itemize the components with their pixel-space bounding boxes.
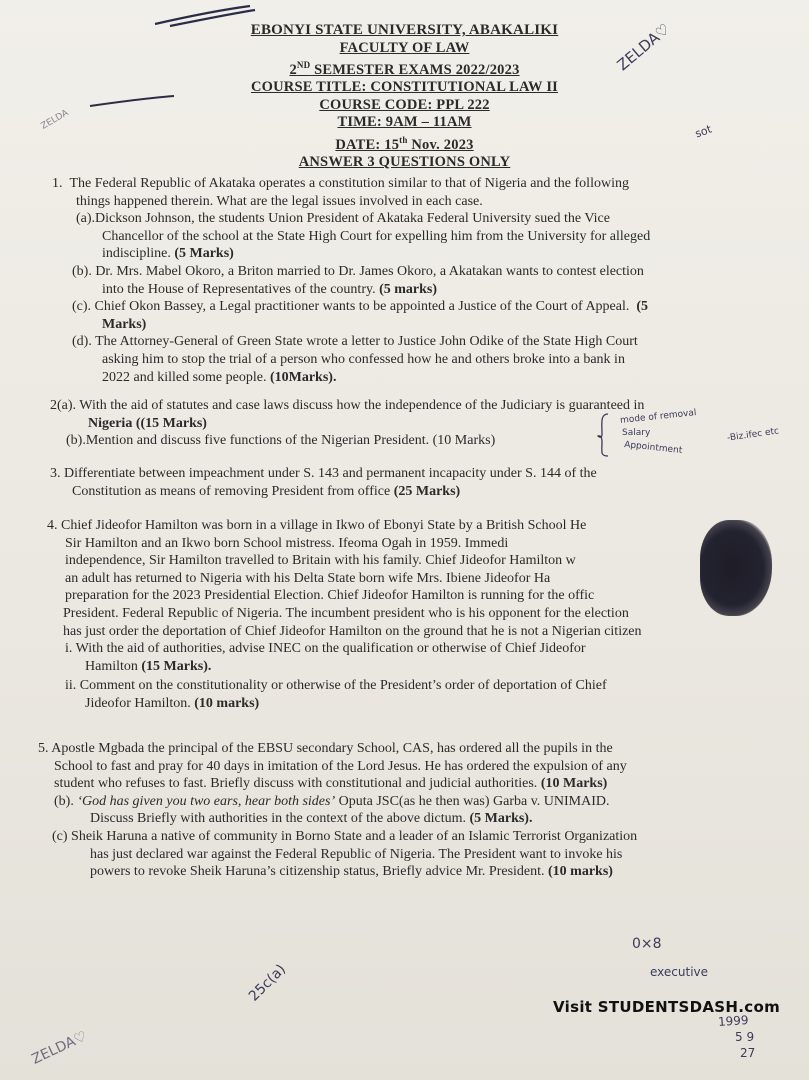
question-4-i-marks: (15 Marks). — [141, 658, 212, 674]
question-1-intro: The Federal Republic of Akataka operates a constitution similar to that of Nigeria and the following — [69, 176, 629, 191]
question-3 — [50, 465, 770, 500]
question-4-l4: an adult has returned to Nigeria with his Delta State born wife Mrs. Ibiene Jideofor Ha — [65, 570, 551, 586]
question-4 — [47, 517, 772, 713]
question-5b-cont: Discuss Briefly with authorities in the context of the above dictum. — [90, 811, 466, 827]
exam-header — [0, 19, 809, 172]
university-name: EBONYI STATE UNIVERSITY, ABAKALIKI — [250, 22, 559, 38]
ink-blot — [700, 520, 772, 616]
handwriting-mid: 25c(a) — [245, 961, 290, 1005]
question-1c-marks-cont: Marks) — [102, 316, 147, 332]
question-1-number: 1. — [52, 176, 63, 191]
question-4-i-cont: Hamilton — [85, 658, 138, 674]
question-5b-marks: (5 Marks). — [469, 811, 533, 827]
question-1d-cont: asking him to stop the trial of a person who confessed how he and others broke into a bank in — [102, 351, 625, 367]
question-1 — [52, 175, 752, 386]
question-1a-end: indiscipline. — [102, 246, 171, 262]
question-1-intro-cont: things happened therein. What are the legal issues involved in each case. — [76, 193, 483, 209]
handwriting-br2: executive — [650, 965, 709, 979]
question-5b: (b). ‘God has given you two ears, hear both sides’ Oputa JSC(as he then was) Garba v. UNIMAID. — [54, 793, 610, 809]
question-4-i: i. With the aid of authorities, advise INEC on the qualification or otherwise of Chief Jideofor — [65, 641, 586, 657]
exam-instruction: ANSWER 3 QUESTIONS ONLY — [298, 154, 511, 171]
handwritten-note-3: Appointment — [623, 439, 683, 457]
question-3-cont: Constitution as means of removing President from office — [72, 483, 391, 499]
question-1b: (b). Dr. Mrs. Mabel Okoro, a Briton married to Dr. James Okoro, a Akatakan wants to contest election — [72, 263, 644, 279]
handwriting-br4: 5 9 — [735, 1030, 755, 1044]
question-5c-marks: (10 marks) — [548, 864, 613, 880]
question-1a-cont: Chancellor of the school at the State High Court for expelling him from the University for alleged — [102, 228, 651, 244]
question-2a-marks: Nigeria ((15 Marks) — [88, 415, 207, 431]
question-3-text: 3. Differentiate between impeachment under S. 143 and permanent incapacity under S. 144 of the — [50, 466, 597, 481]
question-4-l5: preparation for the 2023 Presidential Election. Chief Jideofor Hamilton is running for the offic — [65, 588, 595, 604]
question-5-l3: student who refuses to fast. Briefly discuss with constitutional and judicial authorities. — [54, 776, 538, 792]
question-1c-marks: (5 — [636, 299, 649, 315]
question-1b-marks: (5 marks) — [379, 281, 438, 297]
handwriting-bottom-left: ZELDA♡ — [29, 1028, 90, 1068]
question-5c: (c) Sheik Haruna a native of community in Borno State and a leader of an Islamic Terrorist Organization — [52, 828, 638, 844]
course-code: COURSE CODE: PPL 222 — [319, 96, 490, 113]
exam-date: DATE: 15th Nov. 2023 — [335, 134, 474, 153]
question-1a: (a).Dickson Johnson, the students Union President of Akataka Federal University sued the Vice — [76, 211, 610, 227]
handwriting-top-right: ZELDA♡ — [613, 19, 674, 75]
faculty-name: FACULTY OF LAW — [339, 39, 470, 56]
question-4-l7: has just order the deportation of Chief Jideofor Hamilton on the ground that he is not a Nigerian citizen — [63, 623, 642, 639]
handwritten-note-1: mode of removal — [619, 408, 697, 426]
handwritten-note-2: Salary — [622, 428, 651, 438]
question-2b: (b).Mention and discuss five functions of the Nigerian President. (10 Marks) — [66, 433, 496, 449]
question-2 — [50, 397, 770, 450]
question-1d-marks: (10Marks). — [269, 369, 337, 385]
semester-line: 2ND SEMESTER EXAMS 2022/2023 — [289, 60, 520, 78]
question-4-ii: ii. Comment on the constitutionality or otherwise of the President’s order of deportation of Chief — [65, 678, 607, 694]
question-5-l1: 5. Apostle Mgbada the principal of the EBSU secondary School, CAS, has ordered all the pupils in the — [38, 741, 613, 756]
question-4-l3: independence, Sir Hamilton travelled to Britain with his family. Chief Jideofor Hamilton w — [65, 553, 576, 569]
handwriting-br1: 0×8 — [632, 936, 662, 952]
question-5 — [38, 740, 773, 881]
question-4-l1: 4. Chief Jideofor Hamilton was born in a village in Ikwo of Ebonyi State by a British School He — [47, 518, 587, 533]
handwriting-side-left: ZELDA — [39, 108, 71, 132]
question-3-marks: (25 Marks) — [393, 483, 461, 499]
question-1d-end: 2022 and killed some people. — [102, 369, 267, 385]
handwriting-br3: 1999 — [717, 1012, 749, 1030]
handwriting-br5: 27 — [740, 1046, 756, 1060]
question-5-marks: (10 Marks) — [540, 776, 608, 792]
handwritten-note-4: -Biz.ifec etc — [726, 426, 780, 444]
exam-time: TIME: 9AM – 11AM — [337, 114, 472, 131]
handwriting-sot: sot — [693, 122, 714, 141]
question-4-ii-cont: Jideofor Hamilton. — [85, 695, 191, 711]
question-2a: 2(a). With the aid of statutes and case laws discuss how the independence of the Judiciary is guaranteed in — [50, 398, 645, 413]
question-4-ii-marks: (10 marks) — [194, 695, 260, 711]
question-5c-end: powers to revoke Sheik Haruna’s citizenship status, Briefly advice Mr. President. — [90, 864, 545, 880]
question-1b-cont: into the House of Representatives of the country. — [102, 281, 376, 297]
handwritten-brace — [596, 412, 610, 458]
question-5c-cont: has just declared war against the Federal Republic of Nigeria. The President want to invoke his — [90, 846, 623, 862]
question-4-l2: Sir Hamilton and an Ikwo born School mistress. Ifeoma Ogah in 1959. Immedi — [65, 535, 509, 551]
site-watermark: Visit STUDENTSDASH.com — [553, 998, 780, 1016]
question-4-l6: President. Federal Republic of Nigeria. The incumbent president who is his opponent for the election — [63, 605, 629, 621]
question-1d: (d). The Attorney-General of Green State wrote a letter to Justice John Odike of the State High Court — [72, 334, 638, 350]
question-1c: (c). Chief Okon Bassey, a Legal practitioner wants to be appointed a Justice of the Court of Appeal. — [72, 299, 630, 315]
question-5-l2: School to fast and pray for 40 days in imitation of the Lord Jesus. He has ordered the expulsion of any — [54, 758, 627, 774]
course-title: COURSE TITLE: CONSTITUTIONAL LAW II — [250, 79, 559, 96]
question-1a-marks: (5 Marks) — [174, 246, 234, 262]
